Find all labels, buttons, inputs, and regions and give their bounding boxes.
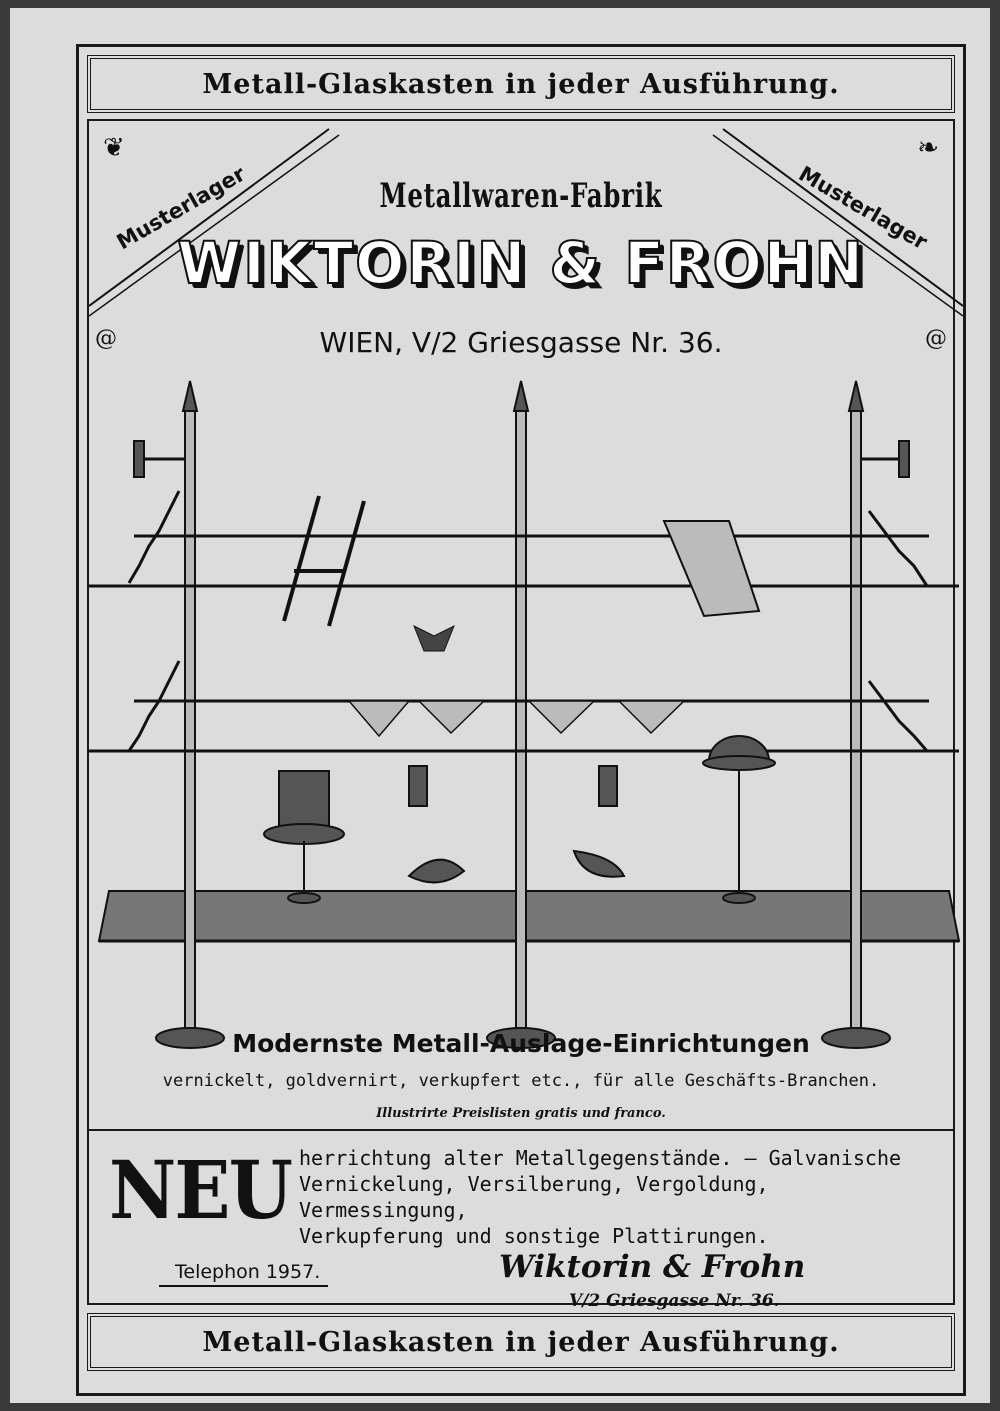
neu-text xyxy=(299,1145,939,1249)
spiral-ornament-icon: @ xyxy=(925,326,947,351)
pricelist-note: Illustrirte Preislisten gratis und franco. xyxy=(376,1106,666,1121)
neu-line: Verkupferung und sonstige Plattirungen. xyxy=(299,1224,769,1248)
bottom-band xyxy=(87,1313,955,1371)
corner-banner-right: Musterlager xyxy=(794,161,932,255)
company-subtitle: Metallwaren-Fabrik xyxy=(379,176,663,216)
corner-banner-left: Musterlager xyxy=(112,161,250,255)
company-name: WIKTORIN & FROHN xyxy=(177,229,865,297)
neu-word: NEU xyxy=(109,1143,292,1237)
telephone-number: Telephon 1957. xyxy=(159,1261,328,1287)
paper-sheet xyxy=(10,8,990,1403)
subline: vernickelt, goldvernirt, verkupfert etc., für alle Geschäfts-Branchen. xyxy=(162,1071,880,1091)
spiral-ornament-icon: @ xyxy=(95,326,117,351)
neu-section xyxy=(89,1129,953,1321)
signature-address: V/2 Griesgasse Nr. 36. xyxy=(569,1291,780,1311)
headline: Modernste Metall-Auslage-Einrichtungen xyxy=(232,1029,810,1058)
inner-panel xyxy=(87,119,955,1311)
neu-line: herrichtung alter Metallgegenstände. — Galvanische xyxy=(299,1146,902,1170)
bottom-band-text: Metall-Glaskasten in jeder Ausführung. xyxy=(202,1326,840,1358)
signature-name: Wiktorin & Frohn xyxy=(499,1249,806,1285)
neu-line: Vernickelung, Versilberung, Vergoldung, Vermessingung, xyxy=(299,1172,769,1222)
top-band xyxy=(87,55,955,113)
scroll-ornament-icon: ❧ xyxy=(917,133,939,163)
top-band-text: Metall-Glaskasten in jeder Ausführung. xyxy=(202,68,840,100)
company-address: WIEN, V/2 Griesgasse Nr. 36. xyxy=(319,326,723,359)
advertisement-frame xyxy=(76,44,966,1396)
display-rack-illustration xyxy=(89,371,963,1051)
scroll-ornament-icon: ❦ xyxy=(103,133,125,163)
